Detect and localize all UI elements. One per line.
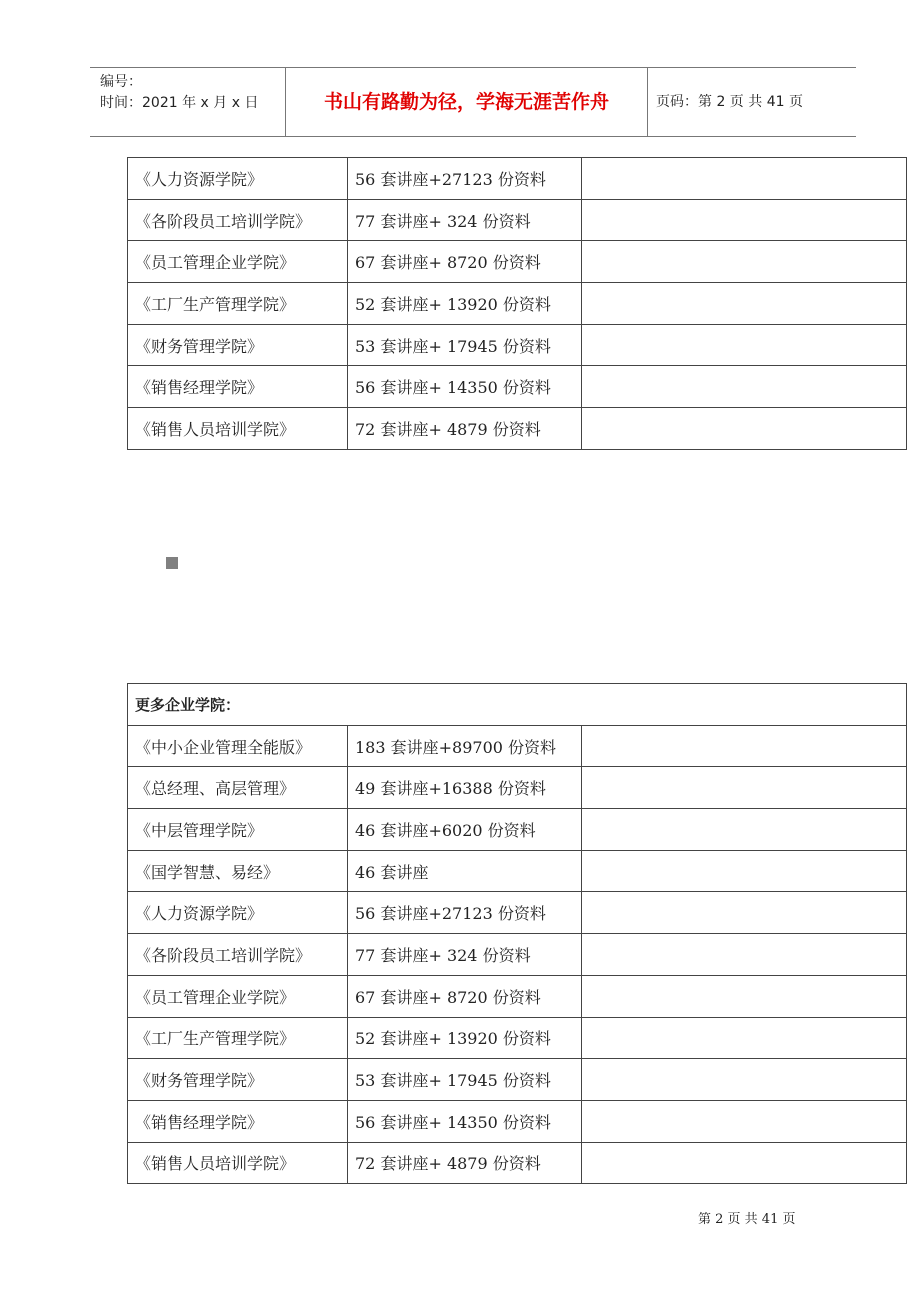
empty-cell <box>582 324 907 366</box>
table-row <box>128 725 907 767</box>
empty-cell <box>582 725 907 767</box>
academy-name-cell: 《中层管理学院》 <box>128 809 348 851</box>
academy-content-cell: 49 套讲座+16388 份资料 <box>348 767 582 809</box>
header-page-number: 页码：第 2 页 共 41 页 <box>656 94 803 110</box>
academy-content-cell: 67 套讲座+ 8720 份资料 <box>348 975 582 1017</box>
header-meta <box>90 68 286 136</box>
academy-content-cell: 77 套讲座+ 324 份资料 <box>348 199 582 241</box>
academy-name-cell: 《财务管理学院》 <box>128 324 348 366</box>
academy-name-cell: 《各阶段员工培训学院》 <box>128 199 348 241</box>
academy-content-cell: 72 套讲座+ 4879 份资料 <box>348 408 582 450</box>
academy-name-cell: 《国学智慧、易经》 <box>128 850 348 892</box>
academy-name-cell: 《销售人员培训学院》 <box>128 408 348 450</box>
academy-name-cell: 《员工管理企业学院》 <box>128 241 348 283</box>
table-row <box>128 408 907 450</box>
table-heading-row <box>128 684 907 726</box>
academy-content-cell: 72 套讲座+ 4879 份资料 <box>348 1142 582 1184</box>
academy-content-cell: 77 套讲座+ 324 份资料 <box>348 934 582 976</box>
table-row <box>128 1142 907 1184</box>
academy-content-cell: 56 套讲座+ 14350 份资料 <box>348 1100 582 1142</box>
empty-cell <box>582 199 907 241</box>
table-row <box>128 1017 907 1059</box>
empty-cell <box>582 809 907 851</box>
academy-content-cell: 46 套讲座 <box>348 850 582 892</box>
academy-name-cell: 《人力资源学院》 <box>128 892 348 934</box>
empty-cell <box>582 934 907 976</box>
table-row <box>128 366 907 408</box>
courses-table <box>127 157 907 450</box>
table-row <box>128 324 907 366</box>
empty-cell <box>582 892 907 934</box>
academy-name-cell: 《财务管理学院》 <box>128 1059 348 1101</box>
academy-name-cell: 《工厂生产管理学院》 <box>128 283 348 325</box>
empty-cell <box>582 366 907 408</box>
empty-cell <box>582 241 907 283</box>
academy-name-cell: 《员工管理企业学院》 <box>128 975 348 1017</box>
table-row <box>128 199 907 241</box>
table-row <box>128 975 907 1017</box>
academy-content-cell: 53 套讲座+ 17945 份资料 <box>348 324 582 366</box>
academy-content-cell: 56 套讲座+ 14350 份资料 <box>348 366 582 408</box>
empty-cell <box>582 408 907 450</box>
academy-name-cell: 《工厂生产管理学院》 <box>128 1017 348 1059</box>
empty-cell <box>582 1017 907 1059</box>
table-row <box>128 283 907 325</box>
number-label: 编号： <box>100 74 142 90</box>
empty-cell <box>582 850 907 892</box>
academy-content-cell: 56 套讲座+27123 份资料 <box>348 158 582 200</box>
academy-content-cell: 67 套讲座+ 8720 份资料 <box>348 241 582 283</box>
table-row <box>128 1100 907 1142</box>
page-header <box>90 67 856 137</box>
academy-name-cell: 《销售经理学院》 <box>128 366 348 408</box>
academy-content-cell: 183 套讲座+89700 份资料 <box>348 725 582 767</box>
academy-content-cell: 52 套讲座+ 13920 份资料 <box>348 283 582 325</box>
more-academies-table <box>127 683 907 1184</box>
empty-cell <box>582 1142 907 1184</box>
academy-content-cell: 56 套讲座+27123 份资料 <box>348 892 582 934</box>
empty-cell <box>582 158 907 200</box>
square-bullet-icon <box>166 557 178 569</box>
table-row <box>128 158 907 200</box>
table-row <box>128 809 907 851</box>
academy-content-cell: 52 套讲座+ 13920 份资料 <box>348 1017 582 1059</box>
section-heading: 更多企业学院： <box>128 684 907 726</box>
table-row <box>128 241 907 283</box>
academy-content-cell: 46 套讲座+6020 份资料 <box>348 809 582 851</box>
empty-cell <box>582 1100 907 1142</box>
header-motto: 书山有路勤为径，学海无涯苦作舟 <box>286 68 648 136</box>
empty-cell <box>582 767 907 809</box>
academy-content-cell: 53 套讲座+ 17945 份资料 <box>348 1059 582 1101</box>
empty-cell <box>582 975 907 1017</box>
table-row <box>128 767 907 809</box>
academy-name-cell: 《各阶段员工培训学院》 <box>128 934 348 976</box>
table-row <box>128 850 907 892</box>
academy-name-cell: 《总经理、高层管理》 <box>128 767 348 809</box>
time-label: 时间：2021 年 x 月 x 日 <box>100 95 259 111</box>
academy-name-cell: 《销售经理学院》 <box>128 1100 348 1142</box>
table-row <box>128 892 907 934</box>
table-row <box>128 934 907 976</box>
academy-name-cell: 《人力资源学院》 <box>128 158 348 200</box>
empty-cell <box>582 283 907 325</box>
empty-cell <box>582 1059 907 1101</box>
page-footer: 第 2 页 共 41 页 <box>698 1212 796 1227</box>
academy-name-cell: 《销售人员培训学院》 <box>128 1142 348 1184</box>
academy-name-cell: 《中小企业管理全能版》 <box>128 725 348 767</box>
table-row <box>128 1059 907 1101</box>
